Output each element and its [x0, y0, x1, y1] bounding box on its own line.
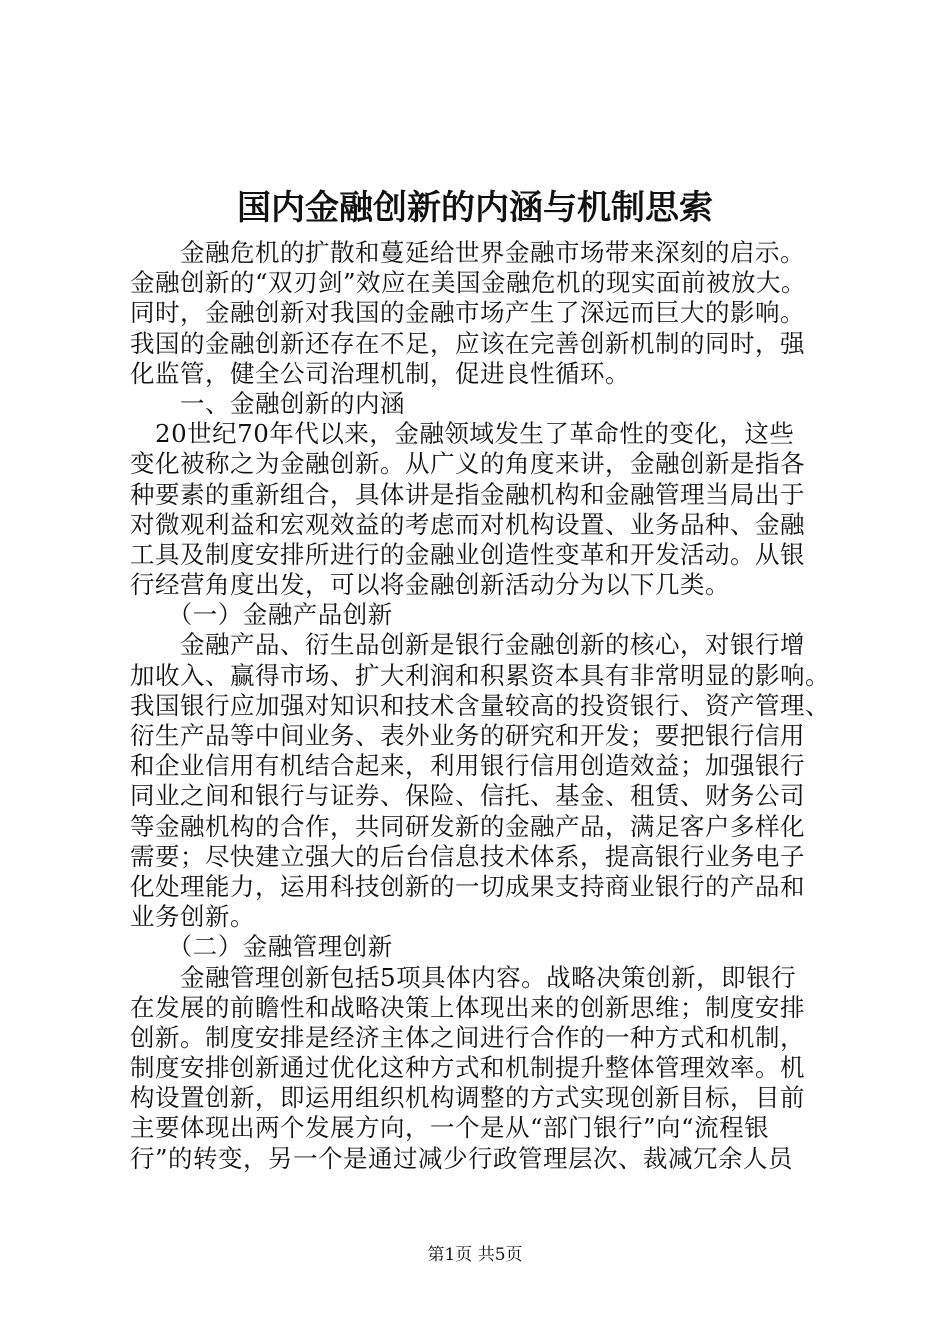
- body-line: 业务创新。: [130, 902, 255, 932]
- body-line: 同时，金融创新对我国的金融市场产生了深远而巨大的影响。: [130, 298, 805, 328]
- document-body: [130, 238, 850, 1174]
- body-line: 主要体现出两个发展方向，一个是从“部门银行”向“流程银: [130, 1113, 770, 1143]
- body-line: 种要素的重新组合，具体讲是指金融机构和金融管理当局出于: [130, 479, 805, 509]
- body-line: 创新。制度安排是经济主体之间进行合作的一种方式和机制，: [130, 1022, 805, 1052]
- body-line: 在发展的前瞻性和战略决策上体现出来的创新思维；制度安排: [130, 992, 805, 1022]
- body-line: 同业之间和银行与证券、保险、信托、基金、租赁、财务公司: [130, 781, 805, 811]
- body-line: 衍生产品等中间业务、表外业务的研究和开发；要把银行信用: [130, 721, 805, 750]
- body-line: 我国的金融创新还存在不足，应该在完善创新机制的同时，强: [130, 328, 805, 358]
- body-line: 行经营角度出发，可以将金融创新活动分为以下几类。: [130, 570, 730, 600]
- body-line: 对微观利益和宏观效益的考虑而对机构设置、业务品种、金融: [130, 509, 805, 539]
- page-footer: 第1页 共5页: [427, 1245, 523, 1265]
- subsection-heading: （一）金融产品创新: [130, 600, 393, 630]
- body-line: 金融危机的扩散和蔓延给世界金融市场带来深刻的启示。: [130, 238, 805, 267]
- body-line: 工具及制度安排所进行的金融业创造性变革和开发活动。从银: [130, 539, 805, 569]
- body-line: 构设置创新，即运用组织机构调整的方式实现创新目标，目前: [130, 1083, 805, 1113]
- body-line: 化监管，健全公司治理机制，促进良性循环。: [130, 358, 630, 388]
- body-line: 变化被称之为金融创新。从广义的角度来讲，金融创新是指各: [130, 449, 805, 479]
- body-line: 加收入、赢得市场、扩大利润和积累资本具有非常明显的影响。: [130, 660, 830, 690]
- section-heading: 一、金融创新的内涵: [130, 388, 405, 418]
- subsection-heading: （二）金融管理创新: [130, 932, 393, 962]
- body-line: 制度安排创新通过优化这种方式和机制提升整体管理效率。机: [130, 1053, 805, 1083]
- body-line: 金融产品、衍生品创新是银行金融创新的核心，对银行增: [130, 630, 805, 660]
- body-line: 等金融机构的合作，共同研发新的金融产品，满足客户多样化: [130, 811, 805, 841]
- body-line: 我国银行应加强对知识和技术含量较高的投资银行、资产管理、: [130, 690, 830, 720]
- body-line: 金融创新的“双刃剑”效应在美国金融危机的现实面前被放大。: [130, 268, 807, 298]
- body-line: 和企业信用有机结合起来，利用银行信用创造效益；加强银行: [130, 751, 805, 781]
- document-title: 国内金融创新的内涵与机制思索: [237, 188, 713, 228]
- body-line: 行”的转变，另一个是通过减少行政管理层次、裁减冗余人员: [130, 1143, 794, 1173]
- body-line: 金融管理创新包括5项具体内容。战略决策创新，即银行: [130, 962, 797, 992]
- body-line: 需要；尽快建立强大的后台信息技术体系，提高银行业务电子: [130, 841, 805, 871]
- body-line: 化处理能力，运用科技创新的一切成果支持商业银行的产品和: [130, 871, 805, 901]
- body-line: 20世纪70年代以来，金融领域发生了革命性的变化，这些: [130, 419, 795, 449]
